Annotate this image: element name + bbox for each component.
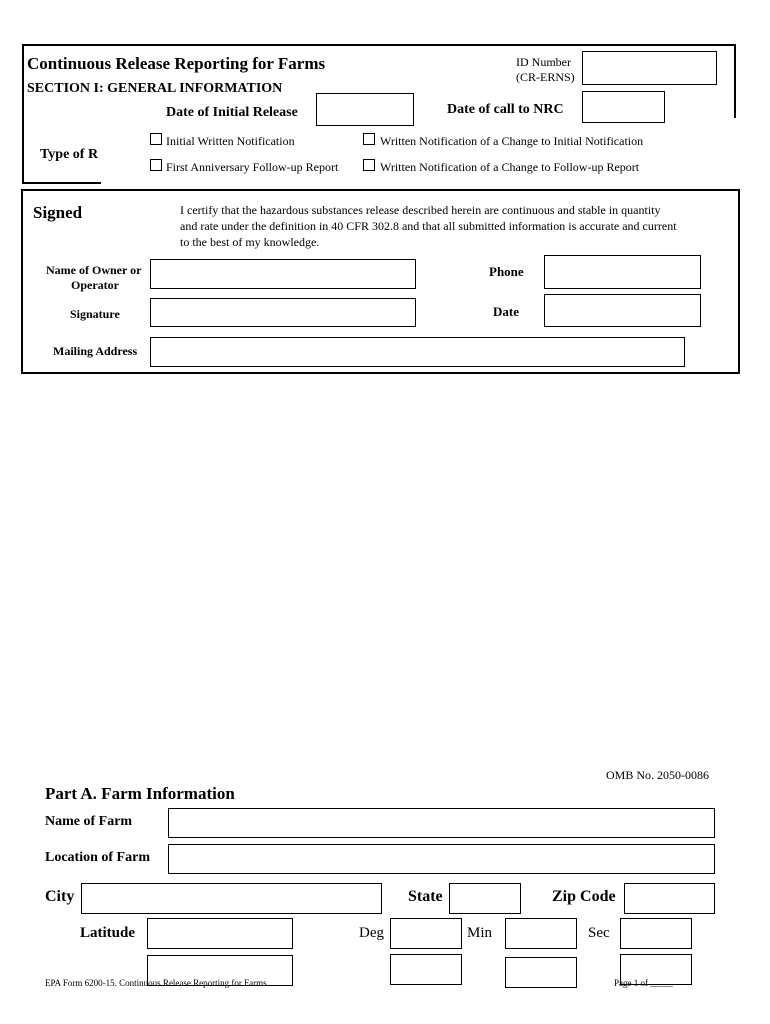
date-initial-release-label: Date of Initial Release: [166, 105, 298, 120]
longitude-minutes-field[interactable]: [505, 957, 577, 988]
signed-heading: Signed: [33, 203, 83, 222]
change-initial-checkbox[interactable]: [363, 133, 375, 145]
certification-line-2: and rate under the definition in 40 CFR 302.8 and that all submitted information is accurate and current: [180, 219, 677, 233]
change-initial-label: Written Notification of a Change to Initial Notification: [380, 134, 644, 148]
owner-label-line2: Operator: [71, 278, 119, 292]
section1-border-left: [22, 44, 24, 184]
longitude-seconds-field[interactable]: [620, 954, 692, 985]
footer-page-label: Page 1 of _____: [614, 978, 673, 988]
signature-label: Signature: [70, 307, 120, 321]
certification-line-3: to the best of my knowledge.: [180, 235, 320, 249]
first-anniversary-checkbox[interactable]: [150, 159, 162, 171]
latitude-degrees-field[interactable]: [390, 918, 462, 949]
signature-field[interactable]: [150, 298, 416, 327]
latitude-field[interactable]: [147, 918, 293, 949]
section1-border-bottom: [22, 182, 101, 184]
minutes-label: Min: [467, 925, 493, 941]
farm-location-label: Location of Farm: [45, 850, 150, 865]
latitude-seconds-field[interactable]: [620, 918, 692, 949]
zip-code-label: Zip Code: [552, 888, 616, 905]
date-call-nrc-field[interactable]: [582, 91, 665, 123]
section1-border-top: [22, 44, 736, 46]
id-number-field[interactable]: [582, 51, 717, 85]
date-label: Date: [493, 304, 519, 319]
certification-line-1: I certify that the hazardous substances release described herein are continuous and stable in quantity: [180, 203, 661, 217]
owner-label: Name of Owner or: [46, 263, 142, 277]
state-label: State: [408, 888, 443, 905]
degrees-label: Deg: [359, 925, 384, 941]
state-field[interactable]: [449, 883, 521, 914]
omb-number: OMB No. 2050-0086: [606, 768, 710, 782]
longitude-field[interactable]: [147, 955, 293, 986]
date-field[interactable]: [544, 294, 701, 327]
form-title: Continuous Release Reporting for Farms: [27, 54, 326, 73]
section-heading: SECTION I: GENERAL INFORMATION: [27, 81, 283, 96]
phone-label: Phone: [489, 264, 524, 279]
change-followup-checkbox[interactable]: [363, 159, 375, 171]
initial-written-checkbox[interactable]: [150, 133, 162, 145]
mailing-address-field[interactable]: [150, 337, 685, 367]
date-initial-release-field[interactable]: [316, 93, 414, 126]
id-number-sublabel: (CR-ERNS): [516, 70, 575, 84]
part-a-heading: Part A. Farm Information: [45, 784, 235, 803]
mailing-address-label: Mailing Address: [53, 344, 138, 358]
farm-name-field[interactable]: [168, 808, 715, 838]
footer-form-label: EPA Form 6200-15. Continuous Release Reporting for Farms: [45, 978, 267, 988]
farm-name-label: Name of Farm: [45, 814, 133, 829]
longitude-degrees-field[interactable]: [390, 954, 462, 985]
city-field[interactable]: [81, 883, 382, 914]
latitude-minutes-field[interactable]: [505, 918, 577, 949]
city-label: City: [45, 888, 75, 905]
section1-border-right: [734, 44, 736, 118]
phone-field[interactable]: [544, 255, 701, 289]
first-anniversary-label: First Anniversary Follow-up Report: [166, 160, 339, 174]
change-followup-label: Written Notification of a Change to Follow-up Report: [380, 160, 640, 174]
seconds-label: Sec: [588, 925, 610, 941]
type-of-report-label: Type of R: [40, 147, 99, 162]
owner-name-field[interactable]: [150, 259, 416, 289]
latitude-label: Latitude: [80, 925, 136, 941]
date-call-nrc-label: Date of call to NRC: [447, 102, 564, 117]
zip-code-field[interactable]: [624, 883, 715, 914]
id-number-label: ID Number: [516, 55, 571, 69]
initial-written-label: Initial Written Notification: [166, 134, 295, 148]
farm-location-field[interactable]: [168, 844, 715, 874]
